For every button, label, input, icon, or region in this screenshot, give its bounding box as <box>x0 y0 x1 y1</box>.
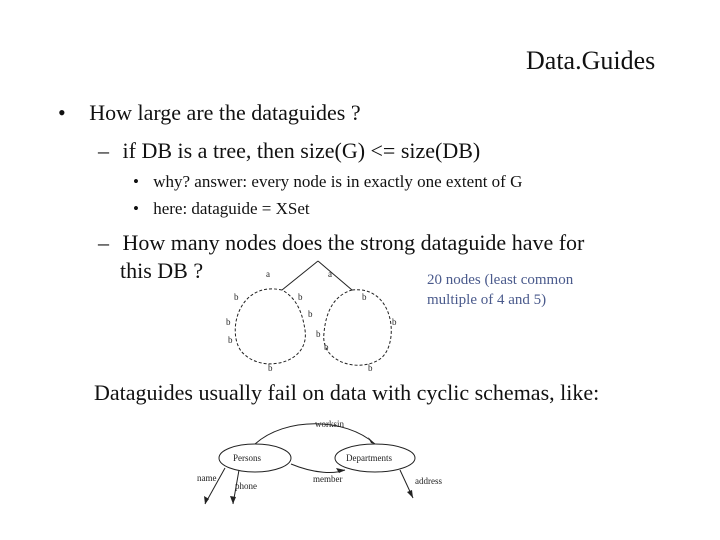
answer-note-line: multiple of 4 and 5) <box>427 292 547 308</box>
bullet-marker: • <box>58 100 66 125</box>
sub-sub-bullet-text: why? answer: every node is in exactly one extent of G <box>153 172 523 191</box>
schema-label-persons: Persons <box>233 453 262 463</box>
sub-bullet-1 <box>98 138 480 164</box>
diagram-label: b <box>362 292 367 302</box>
sub-bullet-marker: – <box>98 230 109 255</box>
diagram-label: b <box>368 363 373 373</box>
diagram-label: b <box>234 292 239 302</box>
sub-sub-bullet-marker: • <box>133 172 139 191</box>
diagram-cycle-left <box>235 289 305 364</box>
answer-note-line: 20 nodes (least common <box>427 272 574 288</box>
schema-diagram <box>195 412 455 512</box>
diagram-label: a <box>266 269 270 279</box>
arrowhead <box>368 437 375 444</box>
sub-sub-bullet-2 <box>133 199 310 219</box>
diagram-label: b <box>308 309 313 319</box>
sub-bullet-2 <box>98 230 584 256</box>
schema-label-member: member <box>313 474 343 484</box>
diagram-cycle-right <box>324 290 392 366</box>
diagram-label: b <box>298 292 303 302</box>
sub-sub-bullet-marker: • <box>133 199 139 218</box>
cycle-diagram <box>220 255 410 380</box>
diagram-label: a <box>328 269 332 279</box>
schema-label-phone: phone <box>235 481 257 491</box>
diagram-label: b <box>228 335 233 345</box>
schema-label-address: address <box>415 476 442 486</box>
diagram-label: b <box>268 363 273 373</box>
sub-sub-bullet-text: here: dataguide = XSet <box>153 199 310 218</box>
bullet-1 <box>58 100 361 126</box>
sub-bullet-text: if DB is a tree, then size(G) <= size(DB) <box>122 138 481 163</box>
diagram-edge <box>282 261 318 290</box>
arrowhead <box>230 496 236 504</box>
schema-label-departments: Departments <box>346 453 392 463</box>
schema-label-worksin: worksin <box>315 419 344 429</box>
diagram-label: b <box>226 317 231 327</box>
sub-sub-bullet-1 <box>133 172 522 192</box>
answer-note <box>427 270 573 310</box>
diagram-label: b <box>316 329 321 339</box>
diagram-label: b <box>324 342 329 352</box>
arrowhead <box>407 490 413 498</box>
diagram-label: b <box>392 317 397 327</box>
sub-bullet-text-line2: this DB ? <box>120 258 204 283</box>
diagram-edge <box>318 261 352 290</box>
slide-title: Data.Guides <box>526 46 656 75</box>
bullet-text: How large are the dataguides ? <box>89 100 361 125</box>
bottom-statement: Dataguides usually fail on data with cyclic schemas, like: <box>94 380 600 405</box>
schema-label-name: name <box>197 473 217 483</box>
sub-bullet-text-line1: How many nodes does the strong dataguide have for <box>122 230 585 255</box>
sub-bullet-marker: – <box>98 138 109 163</box>
